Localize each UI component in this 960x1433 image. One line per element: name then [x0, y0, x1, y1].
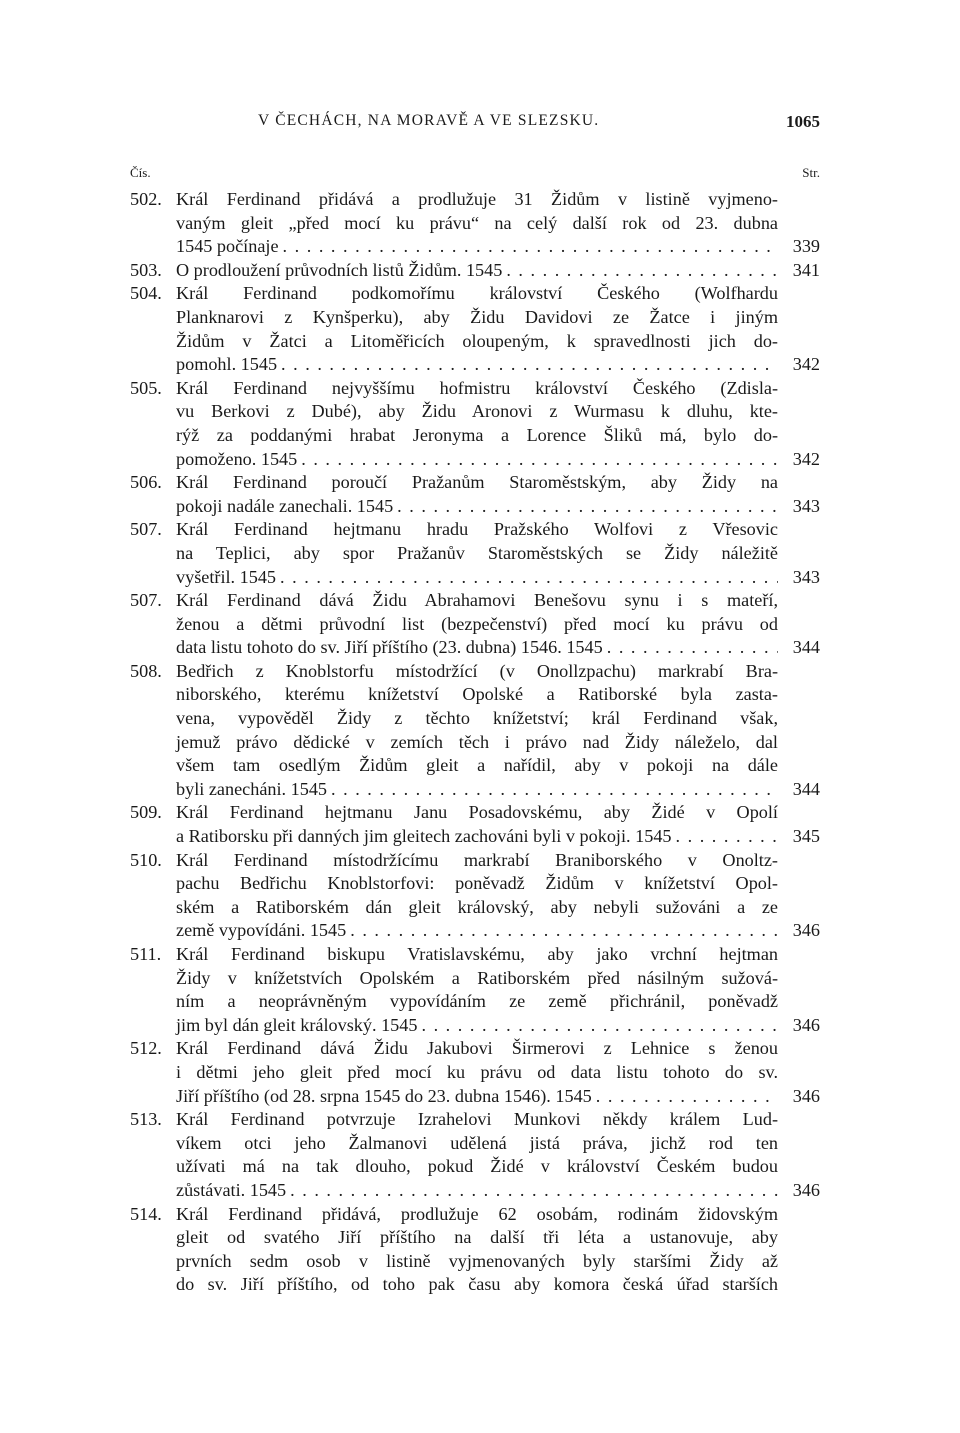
entry-page-number: 342: [792, 354, 820, 375]
line-text: užívati má na tak dlouho, pokud Židé v království Českém budou: [176, 1156, 778, 1177]
entry-page-number: 343: [792, 495, 820, 516]
text-line: [176, 330, 778, 354]
dot-leader: [350, 919, 778, 943]
list-item: [130, 849, 820, 943]
dot-leader: [676, 825, 778, 849]
entry-number: 507.: [130, 519, 162, 540]
text-line: [176, 778, 778, 802]
text-line: [176, 471, 778, 495]
line-text: Král Ferdinand nejvyššímu hofmistru království Českého (Zdisla-: [176, 377, 778, 398]
text-line: [176, 212, 778, 236]
text-line: [176, 377, 778, 401]
entry-text: [176, 660, 820, 802]
line-text: jim byl dán gleit královský. 1545: [176, 1014, 418, 1035]
line-text: Král Ferdinand poroučí Pražanům Staroměstským, aby Židy na: [176, 472, 778, 493]
dot-leader: [281, 353, 778, 377]
page-number: 1065: [786, 112, 820, 131]
list-item: [130, 259, 820, 283]
entry-number: 508.: [130, 660, 162, 681]
line-text: na Teplici, aby spor Pražanův Staroměstských se Židy náležitě: [176, 542, 778, 563]
text-line: [176, 424, 778, 448]
entry-text: [176, 943, 820, 1037]
line-text: pomoženo. 1545: [176, 448, 298, 469]
text-line: [176, 259, 778, 283]
line-text: Židům v Žatci a Litoměřicích oloupeným, k spravedlnosti jich do-: [176, 330, 778, 351]
dot-leader: [596, 1085, 778, 1109]
line-text: Židy v knížetstvích Opolském a Ratiborském před násilným sužová-: [176, 967, 778, 988]
text-line: [176, 1014, 778, 1038]
list-item: [130, 377, 820, 471]
entry-text: [176, 801, 820, 848]
list-item: [130, 471, 820, 518]
list-item: [130, 589, 820, 660]
list-item: [130, 188, 820, 259]
dot-leader: [607, 636, 778, 660]
entry-page-number: 346: [792, 1085, 820, 1106]
entry-number: 504.: [130, 283, 162, 304]
entry-page-number: 339: [792, 236, 820, 257]
line-text: Král Ferdinand hejtmanu hradu Pražského Wolfovi z Vřesovic: [176, 519, 778, 540]
dot-leader: [397, 495, 778, 519]
entry-number: 509.: [130, 802, 162, 823]
dot-leader: [301, 448, 778, 472]
text-line: [176, 542, 778, 566]
list-item: [130, 1108, 820, 1202]
entry-number: 507.: [130, 590, 162, 611]
entry-text: [176, 849, 820, 943]
line-text: gleit od svatého Jiří příštího na další tři léta a ustanovuje, aby: [176, 1227, 778, 1248]
entry-text: [176, 1108, 820, 1202]
line-text: pachu Bedřichu Knoblstorfovi: poněvadž Židům v knížetství Opol-: [176, 873, 778, 894]
entry-page-number: 344: [792, 778, 820, 799]
line-text: vena, vypověděl Židy z těchto knížetství; král Ferdinand však,: [176, 708, 778, 729]
line-text: prvních sedm osob v listině vyjmenovaných byly staršími Židy až: [176, 1250, 778, 1271]
entry-page-number: 341: [792, 259, 820, 280]
text-line: [176, 1273, 778, 1297]
entry-number: 506.: [130, 472, 162, 493]
line-text: Král Ferdinand dává Židu Abrahamovi Benešovu synu i s mateří,: [176, 590, 778, 611]
dot-leader: [506, 259, 778, 283]
text-line: [176, 448, 778, 472]
text-line: [176, 825, 778, 849]
entry-text: [176, 377, 820, 471]
text-line: [176, 1179, 778, 1203]
entry-number: 502.: [130, 189, 162, 209]
line-text: Planknarovi z Kynšperku), aby Židu Davidovi ze Žatce i jiným: [176, 306, 778, 327]
entry-number: 511.: [130, 944, 162, 964]
dot-leader: [280, 566, 778, 590]
line-text: Král Ferdinand dává Židu Jakubovi Širmerovi z Lehnice s ženou: [176, 1038, 778, 1059]
line-text: ním a neoprávněným vypovídáním ze země přichránil, poněvadž: [176, 991, 778, 1012]
list-item: [130, 1037, 820, 1108]
text-line: [176, 353, 778, 377]
entry-text: [176, 1037, 820, 1108]
line-text: Král Ferdinand biskupu Vratislavskému, aby jako vrchní hejtman: [176, 944, 778, 964]
entry-text: [176, 1203, 820, 1297]
line-text: země vypovídáni. 1545: [176, 920, 347, 941]
list-item: [130, 282, 820, 376]
text-line: [176, 707, 778, 731]
text-line: [176, 1085, 778, 1109]
text-line: [176, 518, 778, 542]
entry-page-number: 346: [792, 1179, 820, 1200]
entry-page-number: 345: [792, 826, 820, 847]
dot-leader: [290, 1179, 778, 1203]
line-text: ském a Ratiborském dán gleit královský, aby nebyli sužováni a ze: [176, 896, 778, 917]
line-text: vyšetřil. 1545: [176, 566, 277, 587]
text-line: [176, 495, 778, 519]
text-line: [176, 1250, 778, 1274]
list-item: [130, 518, 820, 589]
text-line: [176, 731, 778, 755]
entry-number: 505.: [130, 377, 162, 398]
entry-number: 512.: [130, 1038, 162, 1059]
entry-page-number: 346: [792, 1014, 820, 1035]
list-item: [130, 1203, 820, 1297]
entry-number: 513.: [130, 1109, 162, 1130]
running-head: [130, 112, 820, 136]
text-line: [176, 400, 778, 424]
text-line: [176, 1108, 778, 1132]
line-text: zůstávati. 1545: [176, 1179, 287, 1200]
line-text: Král Ferdinand podkomořímu království Českého (Wolfhardu: [176, 283, 778, 304]
text-line: [176, 282, 778, 306]
text-line: [176, 1155, 778, 1179]
line-text: O prodloužení průvodních listů Židům. 1545: [176, 259, 503, 280]
line-text: pokoji nadále zanechali. 1545: [176, 495, 394, 516]
text-line: [176, 849, 778, 873]
dot-leader: [283, 235, 778, 259]
text-line: [176, 1061, 778, 1085]
dot-leader: [421, 1014, 778, 1038]
text-line: [176, 801, 778, 825]
running-title: V ČECHÁCH, NA MORAVĚ A VE SLEZSKU.: [258, 112, 600, 129]
text-line: [176, 1132, 778, 1156]
text-line: [176, 943, 778, 967]
entry-text: [176, 188, 820, 259]
line-text: Král Ferdinand přidává, prodlužuje 62 osobám, rodinám židovským: [176, 1203, 778, 1224]
entry-text: [176, 282, 820, 376]
text-line: [176, 235, 778, 259]
line-text: Král Ferdinand potvrzuje Izrahelovi Munkovi někdy králem Lud-: [176, 1109, 778, 1130]
text-line: [176, 1037, 778, 1061]
text-line: [176, 306, 778, 330]
line-text: 1545 počínaje: [176, 236, 279, 257]
entry-page-number: 342: [792, 448, 820, 469]
entry-number: 510.: [130, 849, 162, 870]
line-text: rýž za poddanými hrabat Jeronyma a Lorence Šliků má, bylo do-: [176, 424, 778, 445]
text-line: [176, 1226, 778, 1250]
text-line: [176, 660, 778, 684]
line-text: a Ratiborsku při danných jim gleitech zachováni byli v pokoji. 1545: [176, 826, 672, 847]
entry-page-number: 343: [792, 566, 820, 587]
list-item: [130, 943, 820, 1037]
text-line: [176, 919, 778, 943]
column-header-page: Str.: [802, 165, 820, 180]
entry-text: [176, 518, 820, 589]
line-text: vaným gleit „před mocí ku právu“ na celý další rok od 23. dubna: [176, 212, 778, 233]
line-text: Král Ferdinand hejtmanu Janu Posadovskému, aby Židé v Opolí: [176, 802, 778, 823]
line-text: i dětmi jeho gleit před mocí ku právu od data listu tohoto do sv.: [176, 1061, 778, 1082]
text-line: [176, 990, 778, 1014]
text-line: [176, 872, 778, 896]
column-header-number: Čís.: [130, 165, 151, 180]
text-line: [176, 967, 778, 991]
line-text: všem tam osedlým Židům gleit a nařídil, aby v pokoji na dále: [176, 755, 778, 776]
contents-list: [130, 188, 820, 1297]
entry-number: 514.: [130, 1203, 162, 1224]
entry-page-number: 344: [792, 637, 820, 658]
line-text: Král Ferdinand přidává a prodlužuje 31 Židům v listině vyjmeno-: [176, 189, 778, 209]
line-text: Bedřich z Knoblstorfu místodržící (v Onollzpachu) markrabí Bra-: [176, 660, 778, 681]
text-line: [176, 1203, 778, 1227]
line-text: niborského, kterému knížetství Opolské a Ratiborské byla zasta-: [176, 684, 778, 705]
text-line: [176, 636, 778, 660]
dot-leader: [331, 778, 778, 802]
entry-text: [176, 589, 820, 660]
line-text: pomohl. 1545: [176, 354, 278, 375]
entry-page-number: 346: [792, 920, 820, 941]
text-line: [176, 589, 778, 613]
line-text: byli zanecháni. 1545: [176, 778, 328, 799]
text-line: [176, 566, 778, 590]
entry-text: [176, 259, 820, 283]
line-text: vu Berkovi z Dubé), aby Židu Aronovi z Wurmasu k dluhu, kte-: [176, 401, 778, 422]
line-text: do sv. Jiří příštího, od toho pak času aby komora česká úřad starších: [176, 1274, 778, 1295]
entry-number: 503.: [130, 259, 162, 280]
line-text: ženou a dětmi průvodní list (bezpečenství) před mocí ku právu od: [176, 613, 778, 634]
line-text: Jiří příštího (od 28. srpna 1545 do 23. dubna 1546). 1545: [176, 1085, 592, 1106]
line-text: data listu tohoto do sv. Jiří příštího (23. dubna) 1546. 1545: [176, 637, 603, 658]
line-text: jemuž právo dědické v zemích těch i právo nad Židy náleželo, dal: [176, 731, 778, 752]
text-line: [176, 683, 778, 707]
text-line: [176, 754, 778, 778]
line-text: víkem otci jeho Žalmanovi udělená jistá práva, jichž rod ten: [176, 1132, 778, 1153]
text-line: [176, 188, 778, 212]
entry-text: [176, 471, 820, 518]
list-item: [130, 801, 820, 848]
list-item: [130, 660, 820, 802]
text-line: [176, 896, 778, 920]
line-text: Král Ferdinand místodržícímu markrabí Braniborského v Onoltz-: [176, 849, 778, 870]
text-line: [176, 613, 778, 637]
